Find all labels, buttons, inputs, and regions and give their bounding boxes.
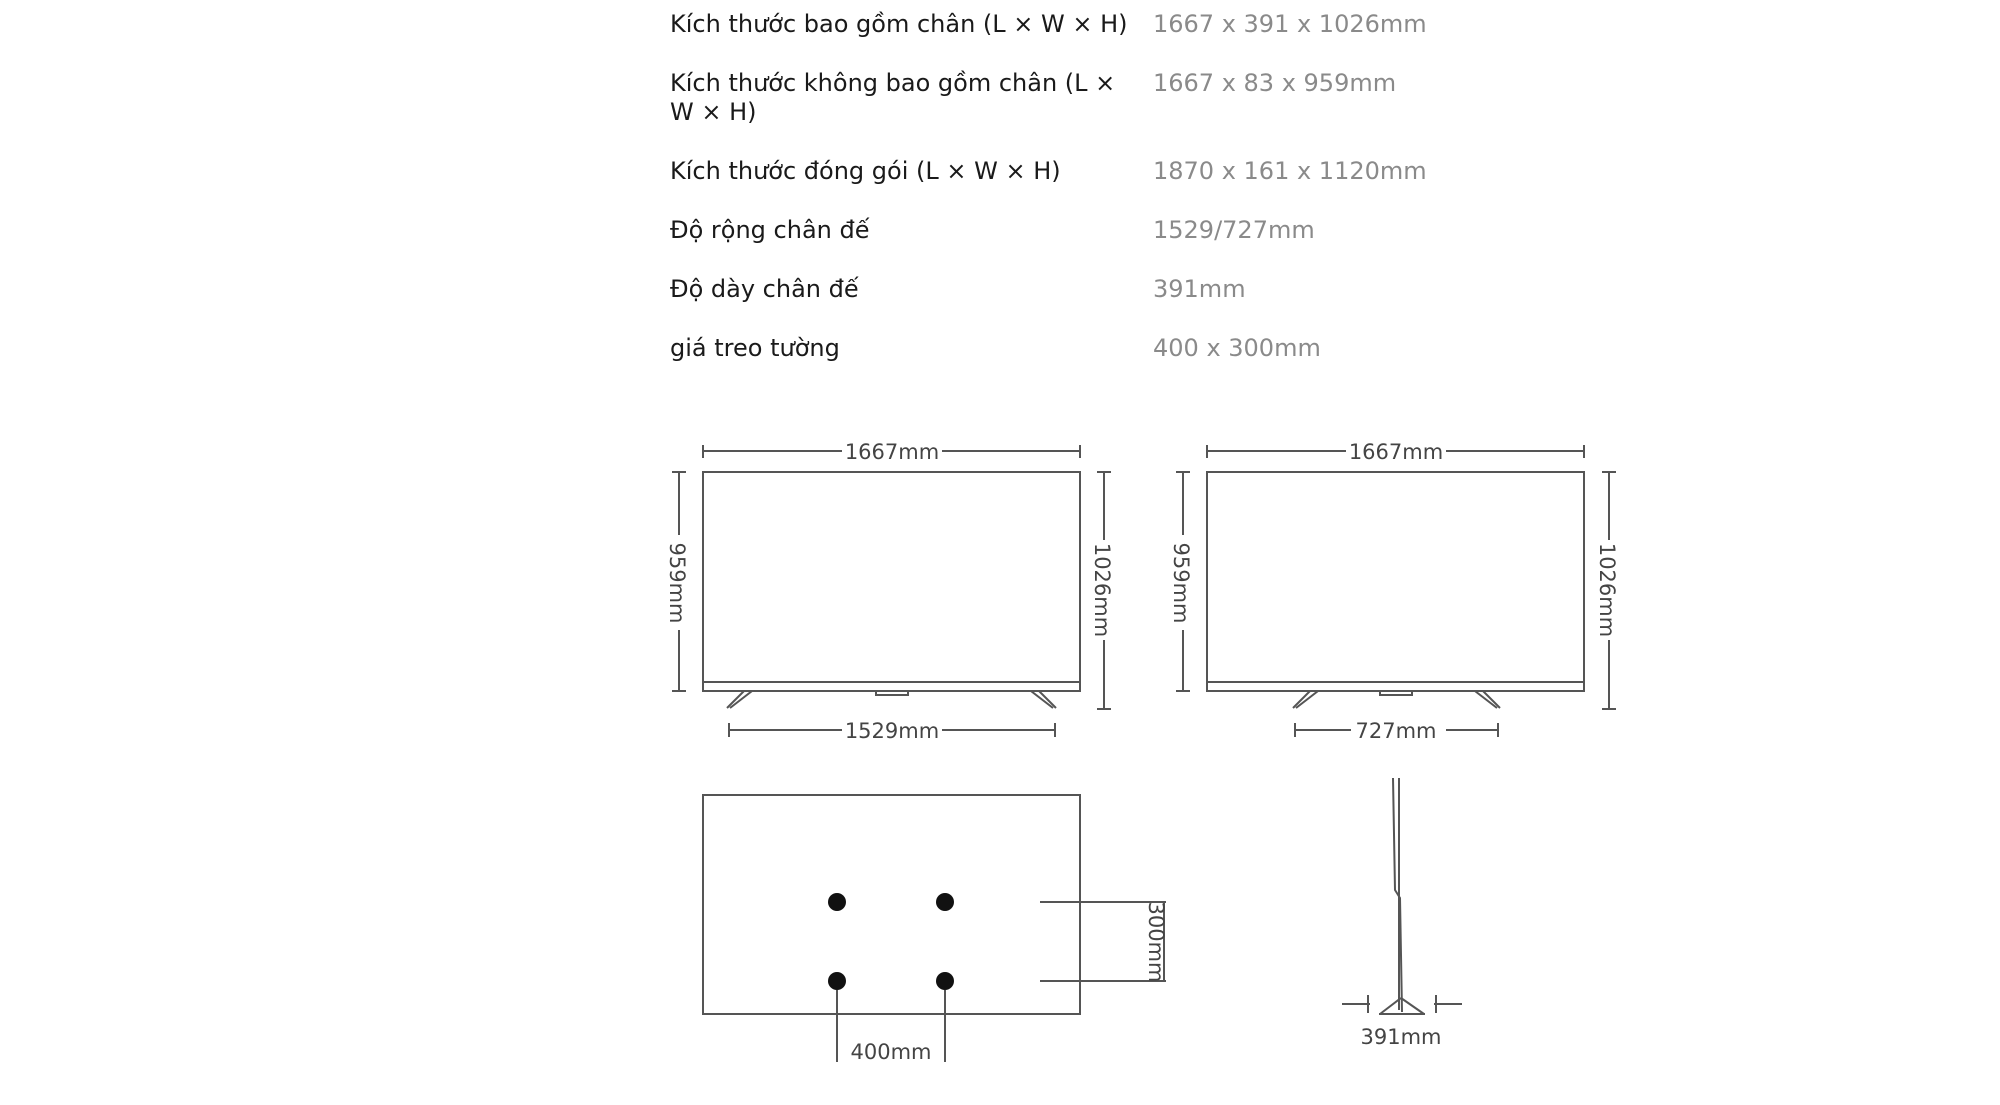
spec-label: giá treo tường	[670, 334, 840, 362]
back-view-wall-mount	[703, 795, 1168, 1064]
stand-foot-left	[1293, 691, 1318, 708]
vesa-horizontal-label: 400mm	[850, 1040, 932, 1064]
stand-foot-right	[1475, 691, 1500, 708]
stand-width-label: 727mm	[1355, 719, 1437, 743]
spec-value: 1667 x 391 x 1026mm	[1153, 10, 1427, 38]
spec-value: 400 x 300mm	[1153, 334, 1321, 362]
vesa-hole	[828, 972, 846, 990]
vesa-vertical-label: 300mm	[1144, 901, 1168, 983]
spec-label: Kích thước không bao gồm chân (L × W × H)	[670, 69, 1116, 126]
tv-screen-outline	[703, 472, 1080, 691]
spec-value: 1870 x 161 x 1120mm	[1153, 157, 1427, 185]
front-view-wide-stand	[665, 440, 1114, 743]
spec-value: 1667 x 83 x 959mm	[1153, 69, 1397, 97]
height-label: 959mm	[665, 542, 689, 624]
stand-foot-right	[1031, 691, 1056, 708]
side-view	[1342, 778, 1462, 1049]
height-with-stand-label: 1026mm	[1595, 542, 1619, 638]
height-label: 959mm	[1169, 542, 1193, 624]
tv-screen-outline	[1207, 472, 1584, 691]
vesa-hole	[828, 893, 846, 911]
tv-back-outline	[703, 795, 1080, 1014]
tv-side-profile	[1393, 778, 1402, 1012]
front-view-narrow-stand	[1169, 440, 1619, 743]
spec-label: Kích thước đóng gói (L × W × H)	[670, 157, 1061, 185]
width-label: 1667mm	[1348, 440, 1444, 464]
spec-label: Kích thước bao gồm chân (L × W × H)	[670, 10, 1128, 38]
spec-value: 1529/727mm	[1153, 216, 1315, 244]
spec-label: Độ rộng chân đế	[670, 216, 870, 244]
height-with-stand-label: 1026mm	[1090, 542, 1114, 638]
vesa-hole	[936, 972, 954, 990]
spec-value: 391mm	[1153, 275, 1246, 303]
vesa-hole	[936, 893, 954, 911]
width-label: 1667mm	[844, 440, 940, 464]
spec-label: Độ dày chân đế	[670, 275, 859, 303]
stand-foot-left	[727, 691, 752, 708]
stand-depth-label: 391mm	[1360, 1025, 1442, 1049]
stand-width-label: 1529mm	[844, 719, 940, 743]
